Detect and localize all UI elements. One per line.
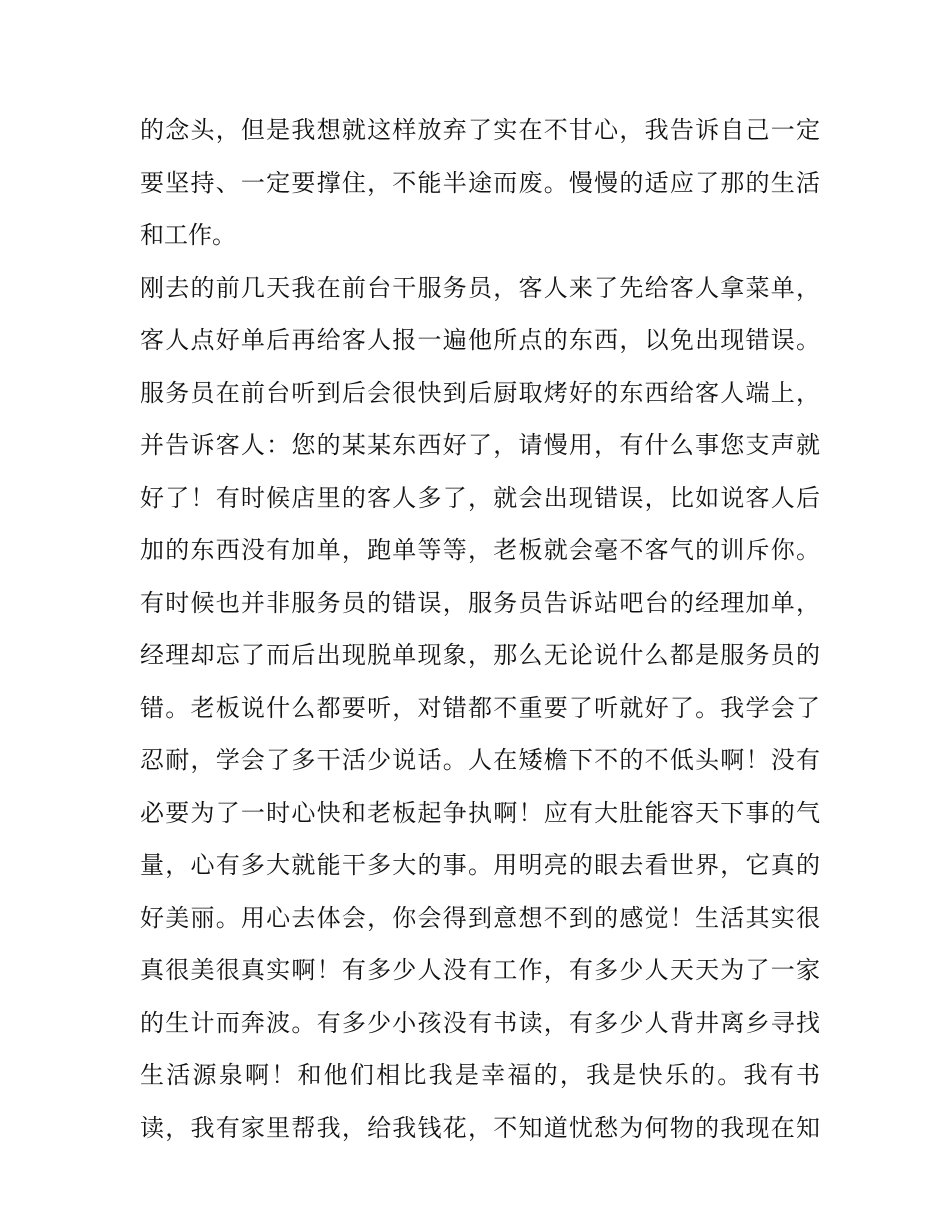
text-line: 要坚持、一定要撑住，不能半途而废。慢慢的适应了那的生活 xyxy=(140,168,822,197)
text-line: 忍耐，学会了多干活少说话。人在矮檐下不的不低头啊！没有 xyxy=(140,746,822,774)
text-line: 量，心有多大就能干多大的事。用明亮的眼去看世界，它真的 xyxy=(140,851,822,879)
text-line: 服务员在前台听到后会很快到后厨取烤好的东西给客人端上， xyxy=(140,378,822,407)
text-line: 并告诉客人：您的某某东西好了，请慢用，有什么事您支声就 xyxy=(140,431,822,459)
text-line: 真很美很真实啊！有多少人没有工作，有多少人天天为了一家 xyxy=(140,956,822,984)
text-line: 经理却忘了而后出现脱单现象，那么无论说什么都是服务员的 xyxy=(140,641,822,669)
text-line: 有时候也并非服务员的错误，服务员告诉站吧台的经理加单， xyxy=(140,588,822,617)
text-line: 生活源泉啊！和他们相比我是幸福的，我是快乐的。我有书 xyxy=(140,1061,823,1089)
text-line: 加的东西没有加单，跑单等等，老板就会毫不客气的训斥你。 xyxy=(140,536,822,564)
text-line: 刚去的前几天我在前台干服务员，客人来了先给客人拿菜单， xyxy=(140,273,822,302)
text-line: 的念头，但是我想就这样放弃了实在不甘心，我告诉自己一定 xyxy=(140,116,822,144)
text-line: 的生计而奔波。有多少小孩没有书读，有多少人背井离乡寻找 xyxy=(140,1008,822,1037)
text-line: 好美丽。用心去体会，你会得到意想不到的感觉！生活其实很 xyxy=(140,903,822,932)
text-line: 客人点好单后再给客人报一遍他所点的东西，以免出现错误。 xyxy=(140,326,822,354)
text-line: 必要为了一时心快和老板起争执啊！应有大肚能容天下事的气 xyxy=(140,798,822,827)
text-line: 好了！有时候店里的客人多了，就会出现错误，比如说客人后 xyxy=(140,483,822,512)
text-line: 和工作。 xyxy=(140,221,236,249)
text-line: 读，我有家里帮我，给我钱花，不知道忧愁为何物的我现在知 xyxy=(140,1113,822,1142)
body-text xyxy=(140,108,823,1158)
text-line: 错。老板说什么都要听，对错都不重要了听就好了。我学会了 xyxy=(140,693,822,722)
